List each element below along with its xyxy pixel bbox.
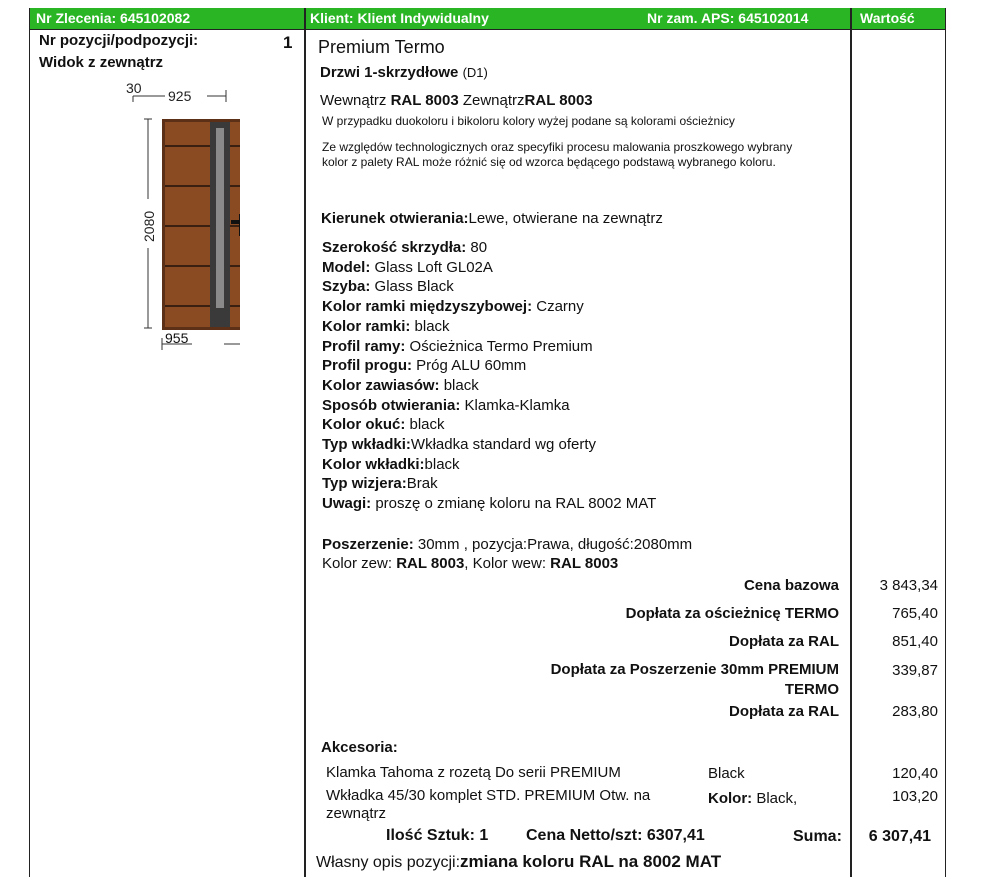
spec-value: Glass Loft GL02A [370,258,493,276]
accessory-2-name-cont: zewnątrz [326,805,387,822]
spec-label: Profil progu: [322,357,412,375]
spec-label: Szerokość skrzydła: [322,239,467,256]
door-glass-pane [216,128,224,308]
accessory-2-color: Kolor: Black, [708,790,798,807]
spec-value: Wkładka standard wg oferty [410,436,597,453]
spec-label: Szyba: [322,278,371,296]
price-value-ral: 851,40 [892,633,938,650]
spec-row [322,376,479,396]
spec-row [322,258,493,278]
quantity: Ilość Sztuk: 1 [386,827,489,844]
duocolor-note: W przypadku duokoloru i bikoloru kolory wyżej podane są kolorami ościeżnicy [322,114,735,128]
spec-row [322,337,593,357]
price-value-frame: 765,40 [892,605,938,622]
spec-label: Kolor zawiasów: [322,376,440,394]
price-label-ral: Dopłata za RAL [728,633,839,650]
ral-note-line1: Ze względów technologicznych oraz specyfiki procesu malowania proszkowego wybrany [322,140,793,154]
accessory-2-name: Wkładka 45/30 komplet STD. PREMIUM Otw. na [326,787,651,804]
product-name: Premium Termo [318,37,445,57]
spec-label: Typ wizjera: [322,475,407,493]
price-value-ral-2: 283,80 [892,703,938,720]
spec-label: Kolor ramki międzyszybowej: [322,298,533,316]
spec-row [322,455,460,475]
sum-label: Suma: [793,828,842,845]
column-divider-left [304,8,306,877]
price-value-extension: 339,87 [892,662,938,679]
accessories-title: Akcesoria: [321,739,398,756]
dim-2080-label: 2080 [141,210,157,242]
spec-label: Kolor ramki: [322,317,411,335]
spec-label: Uwagi: [322,495,372,513]
spec-value: black [439,376,479,394]
sum-value: 6 307,41 [868,828,931,845]
spec-label: Profil ramy: [322,337,406,355]
price-label-ral-2: Dopłata za RAL [728,703,839,720]
spec-row [322,474,438,494]
position-label: Nr pozycji/podpozycji: [39,32,199,49]
dim-955-label: 955 [165,330,189,346]
spec-row [322,415,445,435]
spec-row [322,435,596,455]
extension-colors: Kolor zew: RAL 8003, Kolor wew: RAL 8003 [322,555,619,572]
door-handle [239,214,240,236]
ral-note-line2: kolor z palety RAL może różnić się od wzorca będącego podstawą wybranego koloru. [322,155,776,169]
spec-row [322,317,450,337]
net-price: Cena Netto/szt: 6307,41 [526,827,705,844]
accessory-1-name: Klamka Tahoma z rozetą Do serii PREMIUM [326,764,621,781]
order-document [29,8,946,877]
accessory-1-value: 120,40 [892,765,938,782]
spec-label: Typ wkładki: [322,436,411,453]
spec-row [322,297,584,317]
price-label-extension: Dopłata za Poszerzenie 30mm PREMIUM [550,661,839,678]
client-name: Klient: Klient Indywidualny [310,10,489,26]
order-number: Nr Zlecenia: 645102082 [36,10,191,26]
price-value-base: 3 843,34 [879,577,938,594]
spec-label: Kolor okuć: [322,416,406,434]
spec-row [322,277,454,297]
spec-label: Kolor wkładki: [322,455,425,473]
door-handle-lever [231,220,240,224]
dim-925-label: 925 [168,88,192,104]
product-type: Drzwi 1-skrzydłowe (D1) [320,64,488,81]
spec-value: 80 [466,239,488,256]
spec-value: Czarny [532,298,584,316]
spec-row [322,396,570,416]
column-divider-right [850,8,852,877]
spec-row [322,238,487,258]
price-label-frame: Dopłata za ościeżnicę TERMO [625,605,839,622]
color-summary: Wewnątrz RAL 8003 ZewnątrzRAL 8003 [320,92,593,109]
dim-30-label: 30 [126,80,142,96]
extension-line: Poszerzenie: 30mm , pozycja:Prawa, długość:2080mm [322,536,693,553]
spec-value: Klamka-Klamka [460,396,570,414]
spec-row [322,494,656,514]
accessory-2-value: 103,20 [892,788,938,805]
door-drawing [100,76,240,351]
spec-value: black [405,416,445,434]
spec-value: black [424,455,460,473]
spec-label: Sposób otwierania: [322,396,461,414]
own-description: Własny opis pozycji:zmiana koloru RAL na 8002 MAT [316,852,722,871]
accessory-1-color: Black [708,765,745,782]
spec-value: black [410,317,450,335]
spec-value: Brak [406,475,438,493]
aps-number: Nr zam. APS: 645102014 [647,10,809,26]
spec-value: Glass Black [370,278,454,296]
opening-direction: Kierunek otwierania:Lewe, otwierane na zewnątrz [321,210,663,227]
spec-label: Model: [322,258,371,276]
value-column-header: Wartość [860,10,915,26]
spec-row [322,356,526,376]
spec-value: Ościeżnica Termo Premium [405,337,593,355]
header-bar [30,8,945,30]
price-label-extension-cont: TERMO [784,681,839,698]
price-label-base: Cena bazowa [743,577,839,594]
position-number: 1 [283,33,293,52]
spec-value: proszę o zmianę koloru na RAL 8002 MAT [371,495,657,513]
spec-value: Próg ALU 60mm [412,357,527,375]
view-label: Widok z zewnątrz [39,54,164,71]
